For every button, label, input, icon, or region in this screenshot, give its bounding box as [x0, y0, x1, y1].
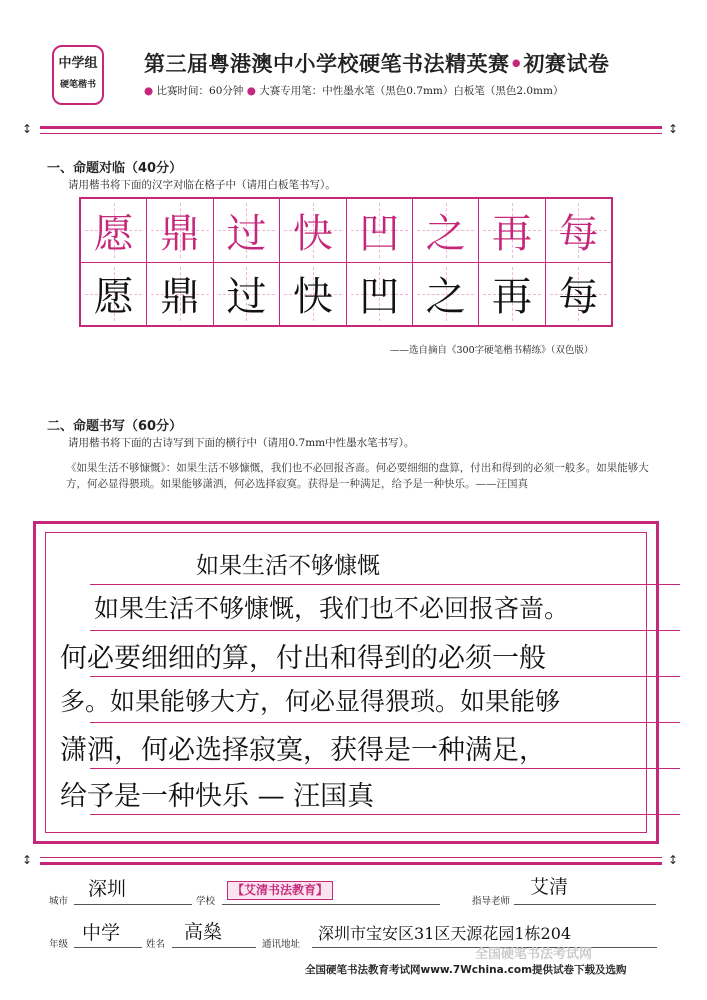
hand-cell: 过 [213, 263, 279, 326]
source-credit: ——选自摘自《300字硬笔楷书精练》（双色版） [390, 345, 594, 356]
ruled-line [90, 630, 680, 631]
address-value: 深圳市宝安区31区天源花园1栋204 [318, 924, 572, 943]
grade-underline [74, 947, 142, 948]
double-arrow-icon: ↕ [668, 122, 679, 136]
section2-heading: 二、命题书写（60分） [47, 419, 183, 434]
copy-grid [79, 197, 613, 327]
teacher-value: 艾清 [530, 876, 569, 898]
section1-heading: 一、命题对临（40分） [47, 161, 183, 176]
handwritten-line: 潇洒，何必选择寂寞，获得是一种满足， [60, 735, 546, 766]
footer-divider-thin [40, 857, 662, 858]
model-cell: 鼎 [146, 199, 212, 262]
model-cell: 凹 [346, 199, 412, 262]
school-underline [222, 904, 440, 905]
city-underline [74, 904, 192, 905]
exam-info [144, 83, 563, 98]
city-value: 深圳 [88, 878, 127, 900]
watermark: 全国硬笔书法考试网 [475, 947, 593, 962]
grade-value: 中学 [82, 922, 121, 944]
address-label: 通讯地址 [262, 939, 301, 950]
writing-box [33, 521, 659, 844]
model-cell: 过 [213, 199, 279, 262]
city-label: 城市 [49, 896, 69, 907]
header-divider [40, 126, 662, 129]
poem-text: 《如果生活不够慷慨》：如果生活不够慷慨，我们也不必回报吝啬。何必要细细的盘算，付出和得到的必须一般多。如果能够大方，何必显得猥琐。如果能够潇洒，何必选择寂寞。获得是一种满足，给予是一种快乐。——汪国真 [66, 462, 649, 490]
name-value: 高燊 [184, 921, 223, 943]
exam-time: 比赛时间：60分钟 [156, 85, 244, 97]
footer-divider [40, 862, 662, 865]
section1-instruction: 请用楷书将下面的汉字对临在格子中（请用白板笔书写）。 [68, 179, 336, 191]
school-stamp: 【艾清书法教育】 [227, 881, 333, 900]
ruled-line [90, 722, 680, 723]
group-badge [52, 45, 104, 105]
model-cell: 之 [412, 199, 478, 262]
ruled-line [90, 814, 680, 815]
ruled-line [90, 768, 680, 769]
model-row [81, 199, 611, 262]
handwritten-row [81, 262, 611, 326]
hand-cell: 鼎 [146, 263, 212, 326]
double-arrow-icon: ↕ [22, 853, 33, 867]
title-main: 第三届粤港澳中小学校硬笔书法精英赛 [144, 52, 510, 76]
handwritten-title: 如果生活不够慷慨 [196, 553, 380, 579]
title-stage: 初赛试卷 [523, 52, 610, 76]
handwritten-line: 给予是一种快乐 — 汪国真 [60, 781, 375, 812]
handwritten-line: 如果生活不够慷慨，我们也不必回报吝啬。 [94, 594, 570, 623]
header-divider-thin [40, 133, 662, 134]
ruled-line [90, 584, 680, 585]
hand-cell: 每 [545, 263, 611, 326]
ruled-line [90, 676, 680, 677]
handwritten-line: 何必要细细的算，付出和得到的必须一般 [60, 643, 546, 674]
footer-website: 全国硬笔书法教育考试网www.7Wchina.com提供试卷下载及选购 [305, 964, 627, 976]
teacher-underline [514, 904, 656, 905]
hand-cell: 快 [279, 263, 345, 326]
name-underline [172, 947, 256, 948]
model-cell: 再 [478, 199, 544, 262]
badge-sub: 硬笔楷书 [59, 80, 96, 90]
hand-cell: 愿 [81, 263, 146, 326]
double-arrow-icon: ↕ [22, 122, 33, 136]
handwritten-line: 多。如果能够大方，何必显得猥琐。如果能够 [60, 687, 561, 716]
model-cell: 快 [279, 199, 345, 262]
name-label: 姓名 [146, 939, 166, 950]
page-title [144, 48, 609, 78]
section2-instruction: 请用楷书将下面的古诗写到下面的横行中（请用0.7mm中性墨水笔书写）。 [68, 437, 415, 449]
hand-cell: 凹 [346, 263, 412, 326]
hand-cell: 再 [478, 263, 544, 326]
hand-cell: 之 [412, 263, 478, 326]
writing-box-inner [45, 532, 647, 833]
model-cell: 愿 [81, 199, 146, 262]
school-label: 学校 [196, 896, 216, 907]
model-cell: 每 [545, 199, 611, 262]
grade-label: 年级 [49, 939, 69, 950]
double-arrow-icon: ↕ [668, 853, 679, 867]
badge-level: 中学组 [58, 56, 98, 71]
exam-pen: 大赛专用笔：中性墨水笔（黑色0.7mm）白板笔（黑色2.0mm） [259, 85, 564, 97]
teacher-label: 指导老师 [472, 896, 511, 907]
title-dot: • [509, 52, 524, 76]
bullet-icon: ● [144, 85, 154, 97]
bullet-icon: ● [246, 85, 256, 97]
